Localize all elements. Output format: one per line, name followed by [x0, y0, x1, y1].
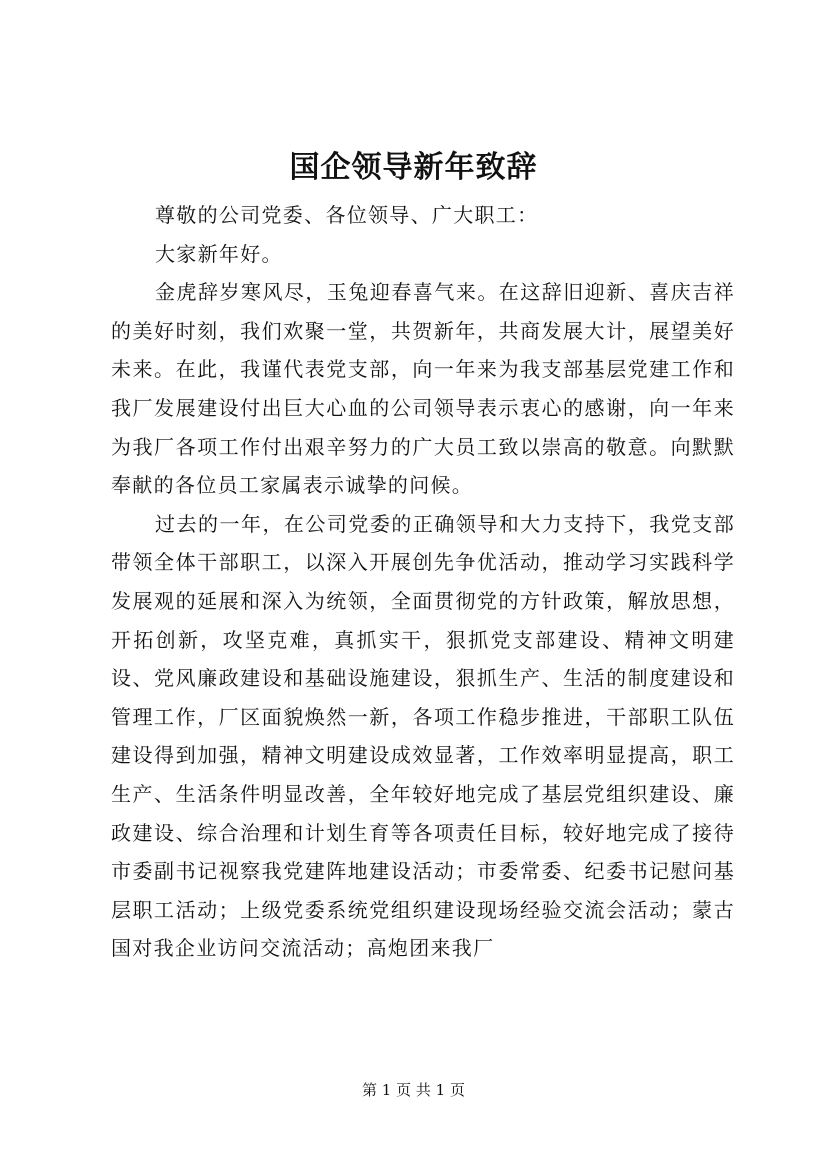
paragraph: 金虎辞岁寒风尽，玉兔迎春喜气来。在这辞旧迎新、喜庆吉祥的美好时刻，我们欢聚一堂，共贺新年，共商发展大计，展望美好未来。在此，我谨代表党支部，向一年来为我支部基层党建工作和我厂发展建设付出巨大心血的公司领导表示衷心的感谢，向一年来为我厂各项工作付出艰辛努力的广大员工致以崇高的敬意。向默默奉献的各位员工家属表示诚挚的问候。: [111, 280, 735, 498]
paragraph: 过去的一年，在公司党委的正确领导和大力支持下，我党支部带领全体干部职工，以深入开展创先争优活动，推动学习实践科学发展观的延展和深入为统领，全面贯彻党的方针政策，解放思想，开拓创新，攻坚克难，真抓实干，狠抓党支部建设、精神文明建设、党风廉政建设和基础设施建设，狠抓生产、生活的制度建设和管理工作，厂区面貌焕然一新，各项工作稳步推进，干部职工队伍建设得到加强，精神文明建设成效显著，工作效率明显提高，职工生产、生活条件明显改善，全年较好地完成了基层党组织建设、廉政建设、综合治理和计划生育等各项责任目标，较好地完成了接待市委副书记视察我党建阵地建设活动；市委常委、纪委书记慰问基层职工活动；上级党委系统党组织建设现场经验交流会活动；蒙古国对我企业访问交流活动；高炮团来我厂: [111, 511, 735, 961]
document-title: 国企领导新年致辞: [289, 150, 538, 185]
salutation: 尊敬的公司党委、各位领导、广大职工：: [155, 203, 539, 227]
greeting: 大家新年好。: [155, 241, 283, 266]
document-body: [111, 196, 735, 968]
page-footer: 第 1 页 共 1 页: [362, 1081, 465, 1099]
